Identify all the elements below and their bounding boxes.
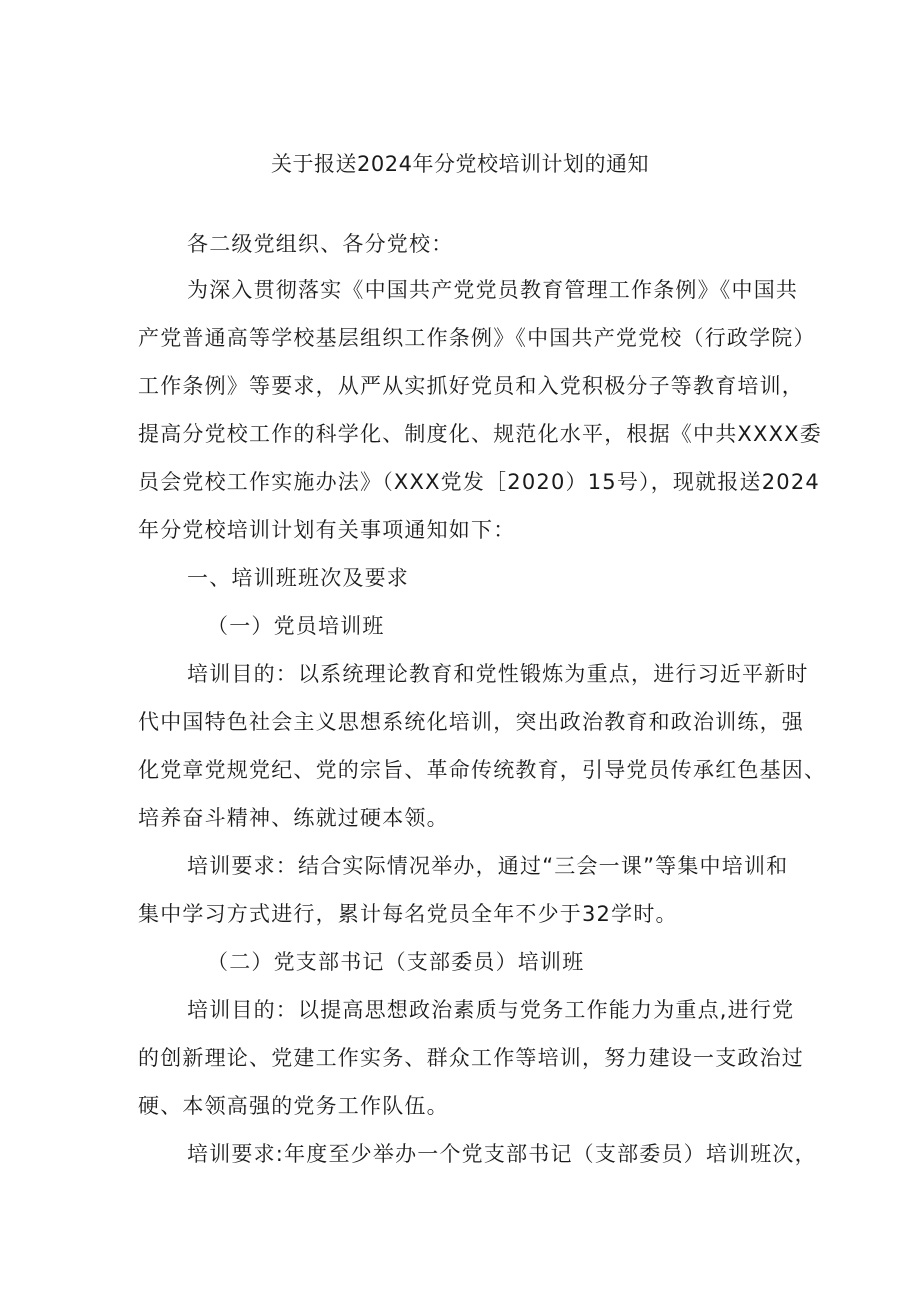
body-line: 培养奋斗精神、练就过硬本领。 bbox=[138, 806, 449, 830]
body-line: 产党普通高等学校基层组织工作条例》《中国共产党党校（行政学院） bbox=[138, 326, 816, 350]
section-heading-1: 一、培训班班次及要求 bbox=[187, 566, 409, 590]
body-line: 培训要求：结合实际情况举办，通过“三会一课”等集中培训和 bbox=[187, 854, 789, 878]
body-line: 员会党校工作实施办法》（XXX党发［2020）15号），现就报送2024 bbox=[138, 470, 820, 494]
body-line: 为深入贯彻落实《中国共产党党员教育管理工作条例》《中国共 bbox=[187, 278, 799, 302]
body-line: 集中学习方式进行，累计每名党员全年不少于32学时。 bbox=[138, 902, 678, 926]
body-line: 提高分党校工作的科学化、制度化、规范化水平，根据《中共XXXX委 bbox=[138, 422, 822, 446]
subsection-heading-2: （二）党支部书记（支部委员）培训班 bbox=[207, 950, 585, 974]
body-line: 工作条例》等要求，从严从实抓好党员和入党积极分子等教育培训， bbox=[138, 374, 804, 398]
salutation-line: 各二级党组织、各分党校： bbox=[187, 232, 454, 256]
body-line: 的创新理论、党建工作实务、群众工作等培训，努力建设一支政治过 bbox=[138, 1046, 804, 1070]
body-line: 年分党校培训计划有关事项通知如下： bbox=[138, 518, 516, 542]
body-line: 代中国特色社会主义思想系统化培训，突出政治教育和政治训练，强 bbox=[138, 710, 804, 734]
body-line: 培训要求:年度至少举办一个党支部书记（支部委员）培训班次， bbox=[187, 1142, 817, 1166]
document-title: 关于报送2024年分党校培训计划的通知 bbox=[271, 152, 649, 176]
body-line: 培训目的：以系统理论教育和党性锻炼为重点，进行习近平新时 bbox=[187, 662, 809, 686]
body-line: 化党章党规党纪、党的宗旨、革命传统教育，引导党员传承红色基因、 bbox=[138, 758, 827, 782]
body-line: 培训目的：以提高思想政治素质与党务工作能力为重点,进行党 bbox=[187, 998, 795, 1022]
subsection-heading-1: （一）党员培训班 bbox=[207, 614, 385, 638]
body-line: 硬、本领高强的党务工作队伍。 bbox=[138, 1094, 449, 1118]
